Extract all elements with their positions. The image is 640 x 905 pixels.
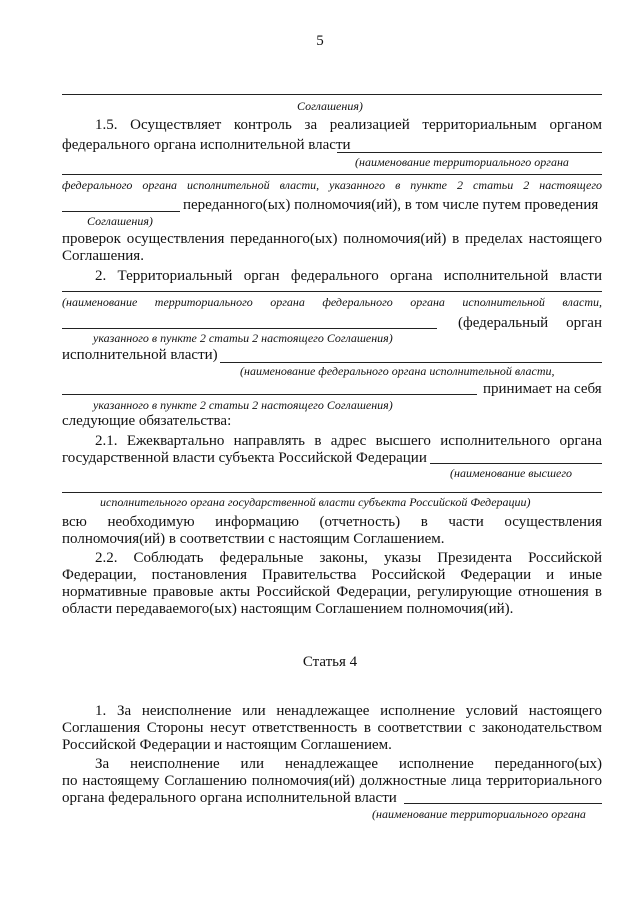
note: указанного в пункте 2 статьи 2 настоящего Соглашения) [93, 331, 393, 345]
text-line: проверок осуществления переданного(ых) полномочия(ий) в пределах настоящего [62, 231, 602, 247]
note: федерального органа исполнительной власти, указанного в пункте 2 статьи 2 настоящего [62, 178, 602, 192]
text-line: Соглашения. [62, 248, 144, 264]
text-line: принимает на себя [483, 381, 602, 397]
fill-line [404, 803, 602, 804]
note: Соглашения) [87, 214, 153, 228]
fill-line [337, 152, 602, 153]
note: (наименование территориального органа федерального органа исполнительной власти, [62, 295, 602, 309]
fill-line [62, 291, 602, 292]
fill-line [62, 174, 602, 175]
fill-line [62, 211, 180, 212]
note: (наименование территориального органа [355, 155, 569, 169]
note: (наименование высшего [450, 466, 573, 480]
fill-line [62, 492, 602, 493]
text-line: Федерации, постановления Правительства Российской Федерации и иные [62, 567, 602, 583]
fill-line [430, 463, 602, 464]
text-line: исполнительной власти) [62, 347, 218, 363]
text-line: по настоящему Соглашению полномочия(ий) должностные лица территориального [62, 773, 602, 789]
text-line: (федеральный орган [458, 315, 602, 331]
text-line: нормативные правовые акты Российской Федерации, регулирующие отношения в [62, 584, 602, 600]
page-number: 5 [316, 33, 324, 49]
text-line: федерального органа исполнительной власти [62, 137, 351, 153]
text-line: следующие обязательства: [62, 413, 232, 429]
text-line: Российской Федерации и настоящим Соглашением. [62, 737, 392, 753]
fill-line [62, 94, 602, 95]
note: Соглашения) [297, 99, 363, 113]
text-line: За неисполнение или ненадлежащее исполнение переданного(ых) [95, 756, 602, 772]
text-line: 2. Территориальный орган федерального органа исполнительной власти [95, 268, 602, 284]
note: исполнительного органа государственной власти субъекта Российской Федерации) [100, 495, 531, 509]
text-line: государственной власти субъекта Российской Федерации [62, 450, 427, 466]
text-line: органа федерального органа исполнительной власти [62, 790, 397, 806]
text-line: 2.1. Ежеквартально направлять в адрес высшего исполнительного органа [95, 433, 602, 449]
text-line: всю необходимую информацию (отчетность) в части осуществления [62, 514, 602, 530]
note: (наименование федерального органа исполнительной власти, [240, 364, 555, 378]
fill-line [62, 328, 437, 329]
text-line: Соглашения Стороны несут ответственность в соответствии с законодательством [62, 720, 602, 736]
note: указанного в пункте 2 статьи 2 настоящего Соглашения) [93, 398, 393, 412]
article-heading: Статья 4 [302, 654, 358, 670]
text-line: 1.5. Осуществляет контроль за реализацией территориальным органом [95, 117, 602, 133]
text-line: 1. За неисполнение или ненадлежащее исполнение условий настоящего [95, 703, 602, 719]
text-line: области передаваемого(ых) настоящим Соглашением полномочия(ий). [62, 601, 514, 617]
fill-line [62, 394, 477, 395]
text-line: 2.2. Соблюдать федеральные законы, указы Президента Российской [95, 550, 602, 566]
text-line: переданного(ых) полномочия(ий), в том числе путем проведения [183, 197, 599, 213]
text-line: полномочия(ий) в соответствии с настоящим Соглашением. [62, 531, 445, 547]
note: (наименование территориального органа [372, 807, 586, 821]
fill-line [220, 362, 602, 363]
